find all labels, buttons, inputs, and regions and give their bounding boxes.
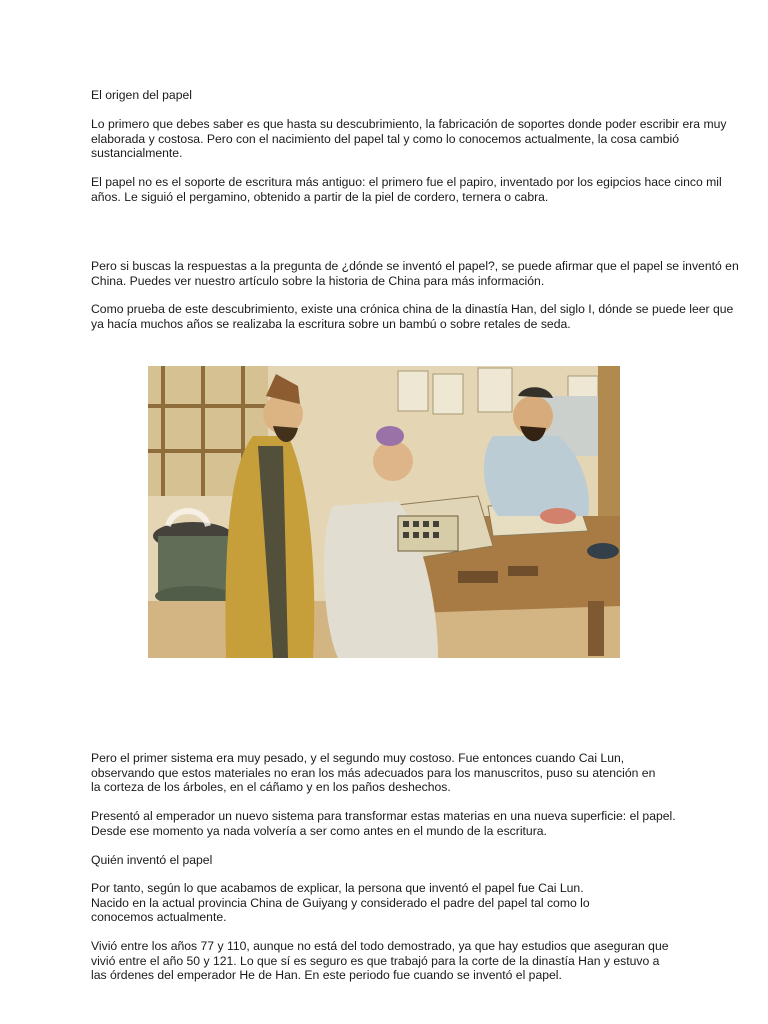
title-origen-papel: El origen del papel	[91, 88, 192, 102]
paragraph-emperador: Presentó al emperador un nuevo sistema para transformar estas materias en una nueva superficie: el papel. Desde ese momento ya nada volvería a ser como antes en el mundo de la escritura.	[91, 809, 676, 838]
paragraph-guiyang: Por tanto, según lo que acabamos de explicar, la persona que inventó el papel fue Cai Lun. Nacido en la actual provincia China de Guiyang y considerado el padre del papel tal como lo conocemos actualmente.	[91, 881, 590, 924]
paragraph-vivio: Vivió entre los años 77 y 110, aunque no está del todo demostrado, ya que hay estudios que aseguran que vivió entre el año 50 y 121. Lo que sí es seguro es que trabajó para la corte de la dinastía Han y estuvo a las órdenes del emperador He de Han. En este periodo fue cuando se inventó el papel.	[91, 939, 669, 982]
paragraph-cai-lun: Pero el primer sistema era muy pesado, y el segundo muy costoso. Fue entonces cuando Cai Lun, observando que estos materiales no eran los más adecuados para los manuscritos, puso su atención en la corteza de los árboles, en el cáñamo y en los paños deshechos.	[91, 751, 656, 794]
paragraph-intro: Lo primero que debes saber es que hasta su descubrimiento, la fabricación de soportes donde poder escribir era muy elaborada y costosa. Pero con el nacimiento del papel tal y como lo conocemos actualmente, la cosa cambió sustancialmente.	[91, 117, 727, 160]
paragraph-papiro: El papel no es el soporte de escritura más antiguo: el primero fue el papiro, inventado por los egipcios hace cinco mil años. Le siguió el pergamino, obtenido a partir de la piel de cordero, ternera o cabra.	[91, 175, 722, 204]
paragraph-cronica-han: Como prueba de este descubrimiento, existe una crónica china de la dinastía Han, del siglo I, dónde se puede leer que ya hacía muchos años se realizaba la escritura sobre un bambú o sobre retales de seda.	[91, 302, 734, 331]
paper-making-illustration	[148, 366, 620, 658]
paragraph-china: Pero si buscas la respuestas a la pregunta de ¿dónde se inventó el papel?, se puede afirmar que el papel se inventó en China. Puedes ver nuestro artículo sobre la historia de China para más información.	[91, 259, 739, 288]
subtitle-quien-invento: Quién inventó el papel	[91, 853, 213, 867]
